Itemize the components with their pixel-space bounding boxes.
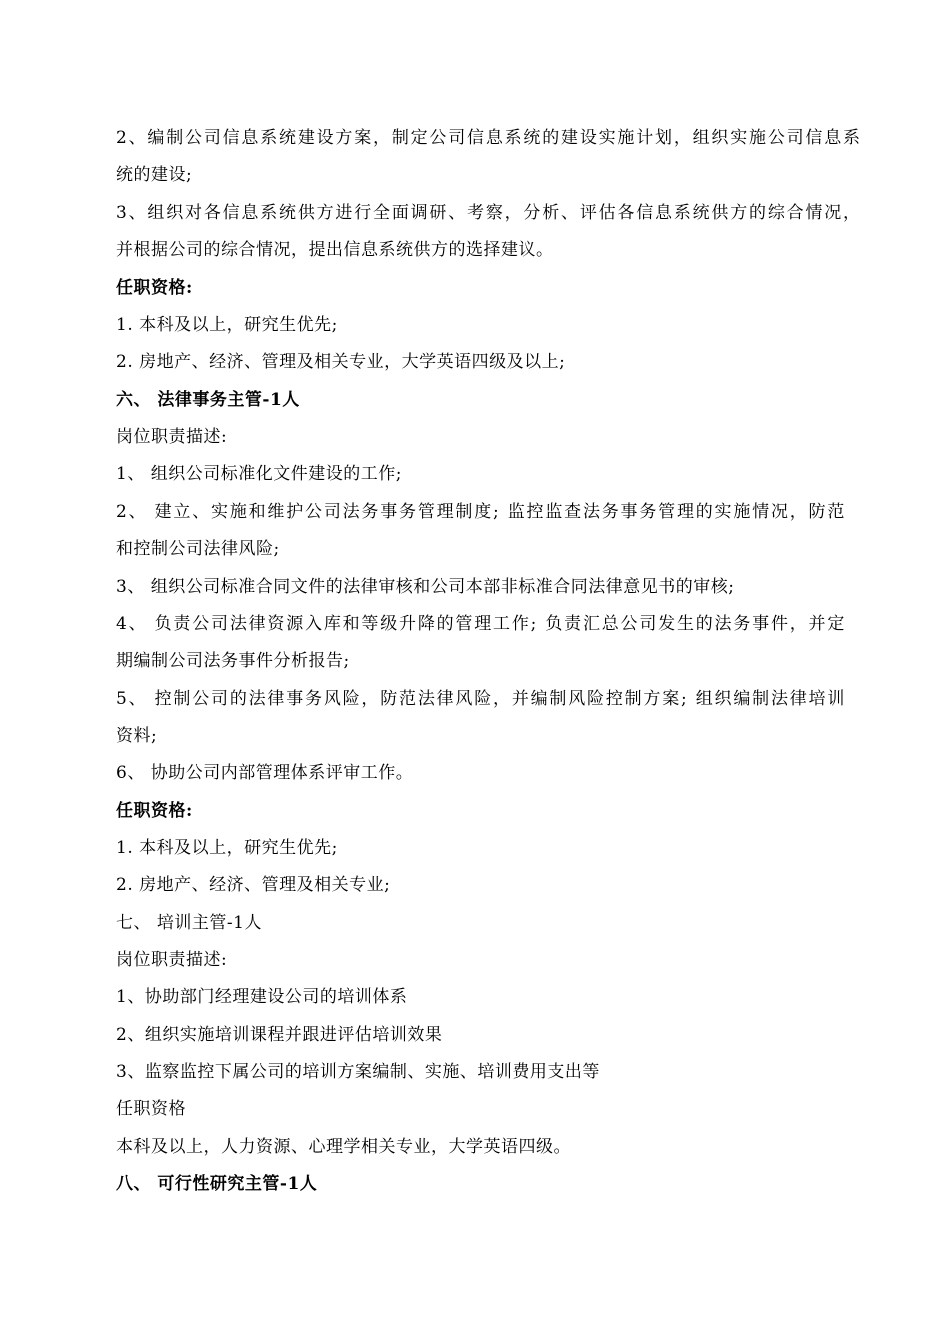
text-line: 岗位职责描述:	[116, 427, 228, 447]
text-line: 岗位职责描述:	[116, 950, 228, 970]
text-line: 4、 负责公司法律资源入库和等级升降的管理工作; 负责汇总公司发生的法务事件，并定	[116, 614, 847, 634]
text-line: 2、组织实施培训课程并跟进评估培训效果	[116, 1025, 443, 1045]
text-line: 3、组织对各信息系统供方进行全面调研、考察，分析、评估各信息系统供方的综合情况，	[116, 203, 862, 223]
text-line: 2、 建立、实施和维护公司法务事务管理制度; 监控监查法务事务管理的实施情况，防范	[116, 502, 847, 522]
text-line: 和控制公司法律风险;	[116, 539, 280, 559]
section-heading: 任职资格:	[116, 278, 193, 298]
text-line: 期编制公司法务事件分析报告;	[116, 651, 350, 671]
text-line: 并根据公司的综合情况，提出信息系统供方的选择建议。	[116, 240, 554, 260]
text-line: 本科及以上，人力资源、心理学相关专业，大学英语四级。	[116, 1137, 571, 1157]
text-line: 2、编制公司信息系统建设方案，制定公司信息系统的建设实施计划，组织实施公司信息系	[116, 128, 862, 148]
text-line: 5、 控制公司的法律事务风险，防范法律风险，并编制风险控制方案; 组织编制法律培训	[116, 689, 847, 709]
text-line: 1、 组织公司标准化文件建设的工作;	[116, 464, 402, 484]
text-line: 资料;	[116, 726, 158, 746]
section-heading: 任职资格:	[116, 801, 193, 821]
section-heading: 六、 法律事务主管-1人	[116, 390, 300, 410]
section-heading: 任职资格	[116, 1099, 186, 1119]
section-heading: 八、 可行性研究主管-1人	[116, 1174, 318, 1194]
text-line: 2. 房地产、经济、管理及相关专业;	[116, 875, 391, 895]
text-line: 3、 组织公司标准合同文件的法律审核和公司本部非标准合同法律意见书的审核;	[116, 577, 735, 597]
text-line: 统的建设;	[116, 165, 193, 185]
text-line: 1. 本科及以上，研究生优先;	[116, 838, 338, 858]
text-line: 1. 本科及以上，研究生优先;	[116, 315, 338, 335]
section-heading: 七、 培训主管-1人	[116, 913, 262, 933]
text-line: 2. 房地产、经济、管理及相关专业，大学英语四级及以上;	[116, 352, 566, 372]
text-line: 1、协助部门经理建设公司的培训体系	[116, 987, 408, 1007]
text-line: 3、监察监控下属公司的培训方案编制、实施、培训费用支出等	[116, 1062, 600, 1082]
text-line: 6、 协助公司内部管理体系评审工作。	[116, 763, 414, 783]
